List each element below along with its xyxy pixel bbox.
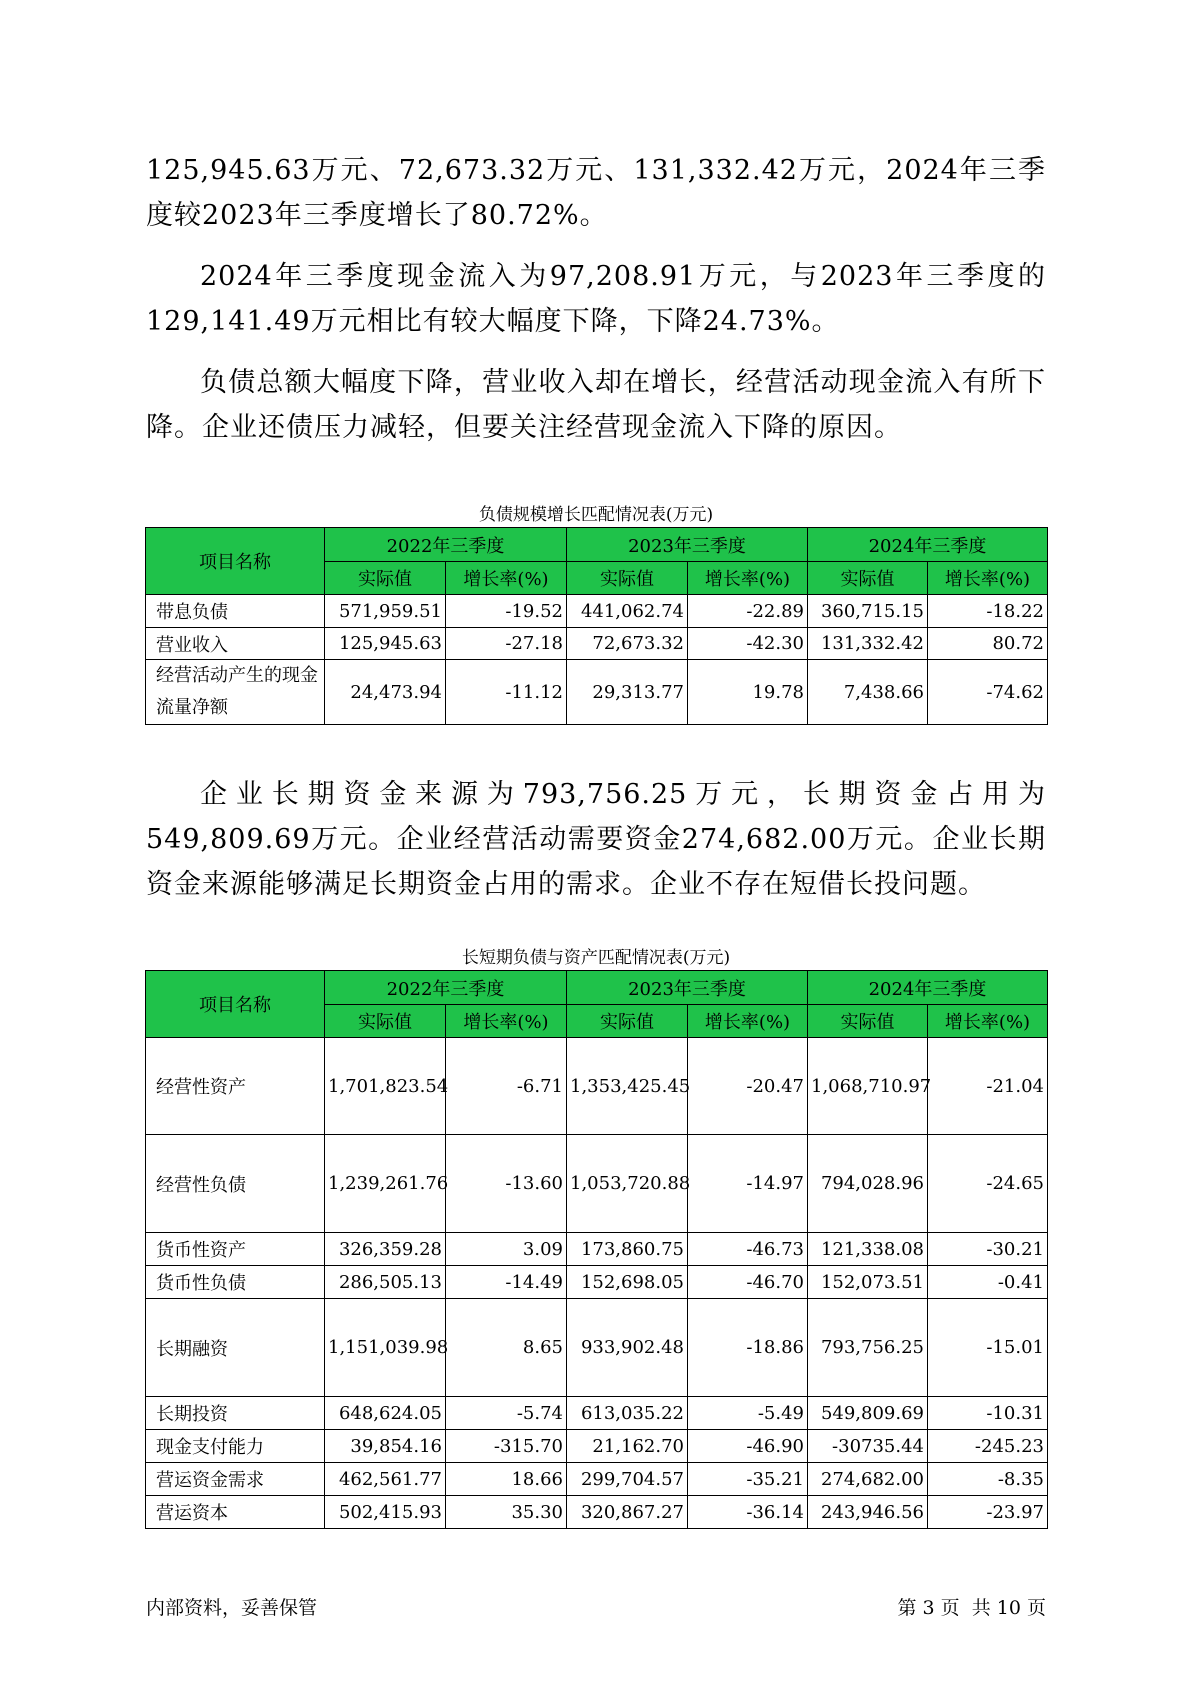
sub-header: 实际值 bbox=[567, 1005, 688, 1038]
row-name: 营运资本 bbox=[146, 1496, 325, 1529]
cell-value: -22.89 bbox=[688, 595, 808, 628]
cell-value: 1,353,425.45 bbox=[567, 1038, 688, 1135]
period-header: 2024年三季度 bbox=[808, 971, 1048, 1005]
cell-value: 19.78 bbox=[688, 660, 808, 725]
cell-value: 8.65 bbox=[446, 1299, 567, 1397]
paragraph-2: 2024年三季度现金流入为97,208.91万元，与2023年三季度的129,141.49万元相比有较大幅度下降，下降24.73%。 bbox=[146, 261, 1046, 337]
cell-value: -30.21 bbox=[928, 1233, 1048, 1266]
cell-value: 39,854.16 bbox=[325, 1430, 446, 1463]
sub-header: 增长率(%) bbox=[688, 562, 808, 595]
cell-value: 326,359.28 bbox=[325, 1233, 446, 1266]
cell-value: 3.09 bbox=[446, 1233, 567, 1266]
cell-value: 121,338.08 bbox=[808, 1233, 928, 1266]
period-header: 2023年三季度 bbox=[567, 528, 808, 562]
cell-value: 80.72 bbox=[928, 628, 1048, 660]
sub-header: 实际值 bbox=[567, 562, 688, 595]
cell-value: 72,673.32 bbox=[567, 628, 688, 660]
period-header: 2022年三季度 bbox=[325, 971, 567, 1005]
cell-value: 131,332.42 bbox=[808, 628, 928, 660]
cell-value: 274,682.00 bbox=[808, 1463, 928, 1496]
cell-value: 462,561.77 bbox=[325, 1463, 446, 1496]
cell-value: 1,053,720.88 bbox=[567, 1135, 688, 1233]
cell-value: -19.52 bbox=[446, 595, 567, 628]
cell-value: -46.70 bbox=[688, 1266, 808, 1299]
cell-value: -0.41 bbox=[928, 1266, 1048, 1299]
table-row bbox=[146, 1496, 1048, 1529]
footer-page-number: 第 3 页 共 10 页 bbox=[897, 1597, 1046, 1619]
cell-value: 793,756.25 bbox=[808, 1299, 928, 1397]
cell-value: 299,704.57 bbox=[567, 1463, 688, 1496]
cell-value: 7,438.66 bbox=[808, 660, 928, 725]
cell-value: -24.65 bbox=[928, 1135, 1048, 1233]
period-header: 2022年三季度 bbox=[325, 528, 567, 562]
row-name: 长期融资 bbox=[146, 1299, 325, 1397]
paragraph-1: 125,945.63万元、72,673.32万元、131,332.42万元，2024年三季度较2023年三季度增长了80.72%。 bbox=[146, 155, 1046, 231]
sub-header: 增长率(%) bbox=[446, 562, 567, 595]
sub-header: 增长率(%) bbox=[688, 1005, 808, 1038]
cell-value: -27.18 bbox=[446, 628, 567, 660]
row-name: 营运资金需求 bbox=[146, 1463, 325, 1496]
cell-value: 18.66 bbox=[446, 1463, 567, 1496]
cell-value: 152,698.05 bbox=[567, 1266, 688, 1299]
cell-value: 243,946.56 bbox=[808, 1496, 928, 1529]
cell-value: 613,035.22 bbox=[567, 1397, 688, 1430]
long-short-term-table bbox=[145, 970, 1048, 1529]
row-name: 货币性资产 bbox=[146, 1233, 325, 1266]
sub-header: 实际值 bbox=[325, 1005, 446, 1038]
row-name: 经营性负债 bbox=[146, 1135, 325, 1233]
cell-value: 1,239,261.76 bbox=[325, 1135, 446, 1233]
table-row bbox=[146, 1463, 1048, 1496]
cell-value: -23.97 bbox=[928, 1496, 1048, 1529]
cell-value: 29,313.77 bbox=[567, 660, 688, 725]
table-row bbox=[146, 1299, 1048, 1397]
cell-value: 571,959.51 bbox=[325, 595, 446, 628]
table-row bbox=[146, 595, 1048, 628]
table-row bbox=[146, 1430, 1048, 1463]
sub-header: 实际值 bbox=[325, 562, 446, 595]
cell-value: -14.49 bbox=[446, 1266, 567, 1299]
cell-value: -74.62 bbox=[928, 660, 1048, 725]
table-row bbox=[146, 1135, 1048, 1233]
sub-header: 增长率(%) bbox=[446, 1005, 567, 1038]
cell-value: 152,073.51 bbox=[808, 1266, 928, 1299]
cell-value: -35.21 bbox=[688, 1463, 808, 1496]
cell-value: -14.97 bbox=[688, 1135, 808, 1233]
row-name: 货币性负债 bbox=[146, 1266, 325, 1299]
table-row bbox=[146, 628, 1048, 660]
item-name-header: 项目名称 bbox=[146, 971, 325, 1038]
cell-value: 794,028.96 bbox=[808, 1135, 928, 1233]
cell-value: 35.30 bbox=[446, 1496, 567, 1529]
cell-value: -315.70 bbox=[446, 1430, 567, 1463]
cell-value: 933,902.48 bbox=[567, 1299, 688, 1397]
cell-value: -5.49 bbox=[688, 1397, 808, 1430]
cell-value: 24,473.94 bbox=[325, 660, 446, 725]
row-name: 经营性资产 bbox=[146, 1038, 325, 1135]
cell-value: 360,715.15 bbox=[808, 595, 928, 628]
cell-value: 502,415.93 bbox=[325, 1496, 446, 1529]
cell-value: 21,162.70 bbox=[567, 1430, 688, 1463]
cell-value: -6.71 bbox=[446, 1038, 567, 1135]
cell-value: 549,809.69 bbox=[808, 1397, 928, 1430]
footer-confidential: 内部资料，妥善保管 bbox=[146, 1597, 318, 1619]
sub-header: 实际值 bbox=[808, 562, 928, 595]
table1-caption: 负债规模增长匹配情况表(万元) bbox=[478, 505, 714, 525]
sub-header: 实际值 bbox=[808, 1005, 928, 1038]
cell-value: 1,151,039.98 bbox=[325, 1299, 446, 1397]
cell-value: 441,062.74 bbox=[567, 595, 688, 628]
cell-value: -46.90 bbox=[688, 1430, 808, 1463]
cell-value: -20.47 bbox=[688, 1038, 808, 1135]
cell-value: 1,068,710.97 bbox=[808, 1038, 928, 1135]
cell-value: -15.01 bbox=[928, 1299, 1048, 1397]
period-header: 2023年三季度 bbox=[567, 971, 808, 1005]
cell-value: -21.04 bbox=[928, 1038, 1048, 1135]
sub-header: 增长率(%) bbox=[928, 1005, 1048, 1038]
cell-value: -245.23 bbox=[928, 1430, 1048, 1463]
cell-value: 320,867.27 bbox=[567, 1496, 688, 1529]
cell-value: -42.30 bbox=[688, 628, 808, 660]
cell-value: -46.73 bbox=[688, 1233, 808, 1266]
row-name: 营业收入 bbox=[146, 628, 325, 660]
cell-value: 1,701,823.54 bbox=[325, 1038, 446, 1135]
cell-value: 648,624.05 bbox=[325, 1397, 446, 1430]
cell-value: -8.35 bbox=[928, 1463, 1048, 1496]
cell-value: -10.31 bbox=[928, 1397, 1048, 1430]
cell-value: -30735.44 bbox=[808, 1430, 928, 1463]
cell-value: -18.86 bbox=[688, 1299, 808, 1397]
cell-value: 286,505.13 bbox=[325, 1266, 446, 1299]
row-name: 现金支付能力 bbox=[146, 1430, 325, 1463]
cell-value: -18.22 bbox=[928, 595, 1048, 628]
table-row bbox=[146, 1266, 1048, 1299]
cell-value: -36.14 bbox=[688, 1496, 808, 1529]
cell-value: 173,860.75 bbox=[567, 1233, 688, 1266]
period-header: 2024年三季度 bbox=[808, 528, 1048, 562]
table-row bbox=[146, 1397, 1048, 1430]
row-name: 经营活动产生的现金流量净额 bbox=[146, 660, 325, 725]
table-row bbox=[146, 1233, 1048, 1266]
cell-value: -11.12 bbox=[446, 660, 567, 725]
table2-caption: 长短期负债与资产匹配情况表(万元) bbox=[461, 948, 731, 968]
cell-value: -13.60 bbox=[446, 1135, 567, 1233]
debt-growth-table bbox=[145, 527, 1048, 725]
row-name: 长期投资 bbox=[146, 1397, 325, 1430]
paragraph-3: 负债总额大幅度下降，营业收入却在增长，经营活动现金流入有所下降。企业还债压力减轻，但要关注经营现金流入下降的原因。 bbox=[146, 367, 1046, 443]
table-row bbox=[146, 660, 1048, 725]
cell-value: -5.74 bbox=[446, 1397, 567, 1430]
table-row bbox=[146, 1038, 1048, 1135]
row-name: 带息负债 bbox=[146, 595, 325, 628]
paragraph-4: 企业长期资金来源为793,756.25万元，长期资金占用为549,809.69万元。企业经营活动需要资金274,682.00万元。企业长期资金来源能够满足长期资金占用的需求。企业不存在短借长投问题。 bbox=[146, 779, 1046, 900]
cell-value: 125,945.63 bbox=[325, 628, 446, 660]
sub-header: 增长率(%) bbox=[928, 562, 1048, 595]
item-name-header: 项目名称 bbox=[146, 528, 325, 595]
